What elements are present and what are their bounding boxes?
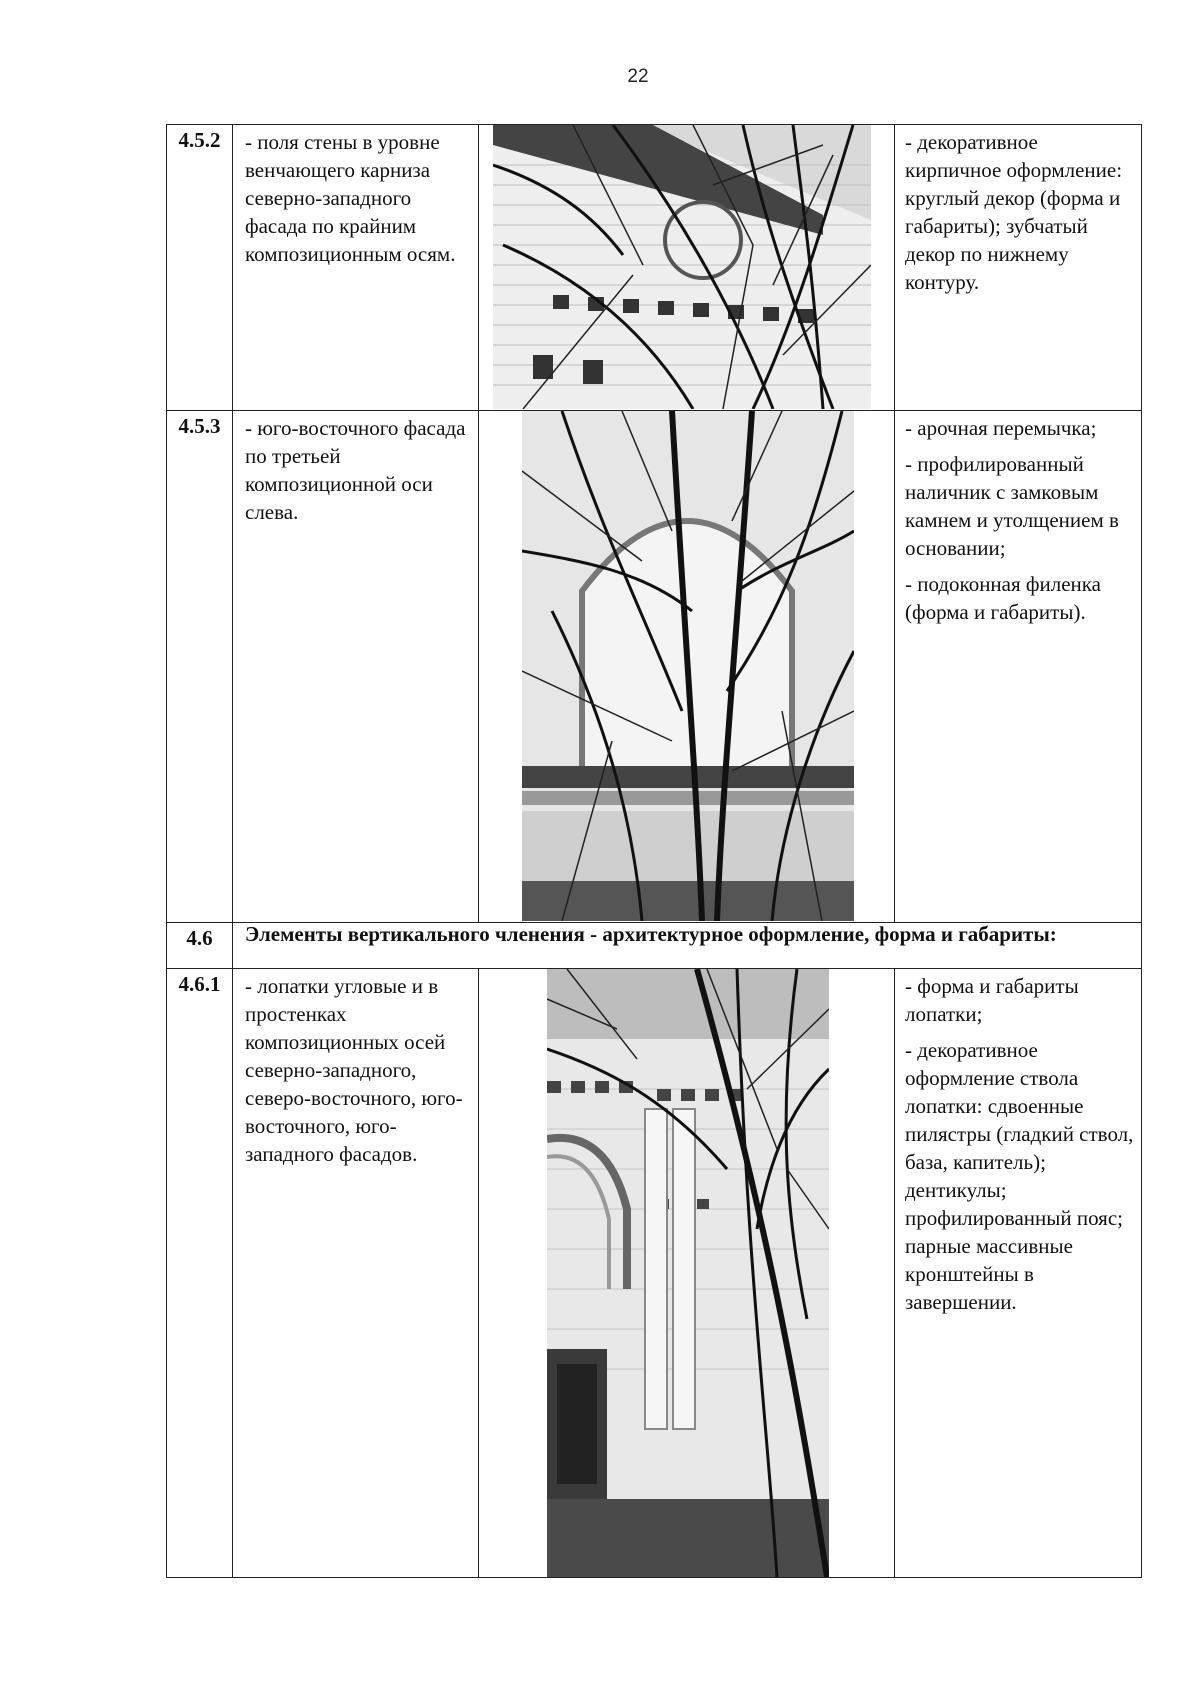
table-row-section-4-6 [166,922,1142,968]
facade-cornice-photo [493,125,871,409]
section-title: Элементы вертикального членения - архитектурное оформление, форма и габариты: [245,922,1057,946]
photo-cell [479,411,895,922]
window-arch-photo [522,411,854,921]
row-features [895,411,1141,922]
table-row-4-5-2 [166,124,1142,410]
page-number: 22 [627,66,649,87]
row-description: - лопатки угловые и в простенках композиционных осей северно-западного, северо-восточного, юго-восточного, юго-западного фасадов. [233,969,479,1577]
feature-item: - декоративное кирпичное оформление: круглый декор (форма и габариты); зубчатый декор по нижнему контуру. [905,130,1123,294]
elements-table [166,124,1142,1578]
feature-item: - арочная перемычка; [905,416,1097,440]
row-number: 4.5.3 [167,411,233,922]
table-row-4-5-3 [166,410,1142,922]
row-description: - поля стены в уровне венчающего карниза северно-западного фасада по крайним композиционным осям. [233,125,479,410]
row-number: 4.6.1 [167,969,233,1577]
photo-cell [479,125,895,410]
feature-item: - декоративное оформление ствола лопатки: сдвоенные пилястры (гладкий ствол, база, капитель); дентикулы; профилированный пояс; парные массивные кронштейны в завершении. [905,1038,1134,1314]
feature-item: - подоконная филенка (форма и габариты). [905,572,1101,624]
feature-item: - форма и габариты лопатки; [905,974,1079,1026]
photo-cell [479,969,895,1577]
row-description: - юго-восточного фасада по третьей композиционной оси слева. [233,411,479,922]
row-number: 4.5.2 [167,125,233,410]
feature-item: - профилированный наличник с замковым камнем и утолщением в основании; [905,452,1119,560]
pilaster-photo [547,969,829,1577]
section-number: 4.6 [167,923,233,968]
table-row-4-6-1 [166,968,1142,1578]
row-features [895,125,1141,410]
row-features [895,969,1141,1577]
